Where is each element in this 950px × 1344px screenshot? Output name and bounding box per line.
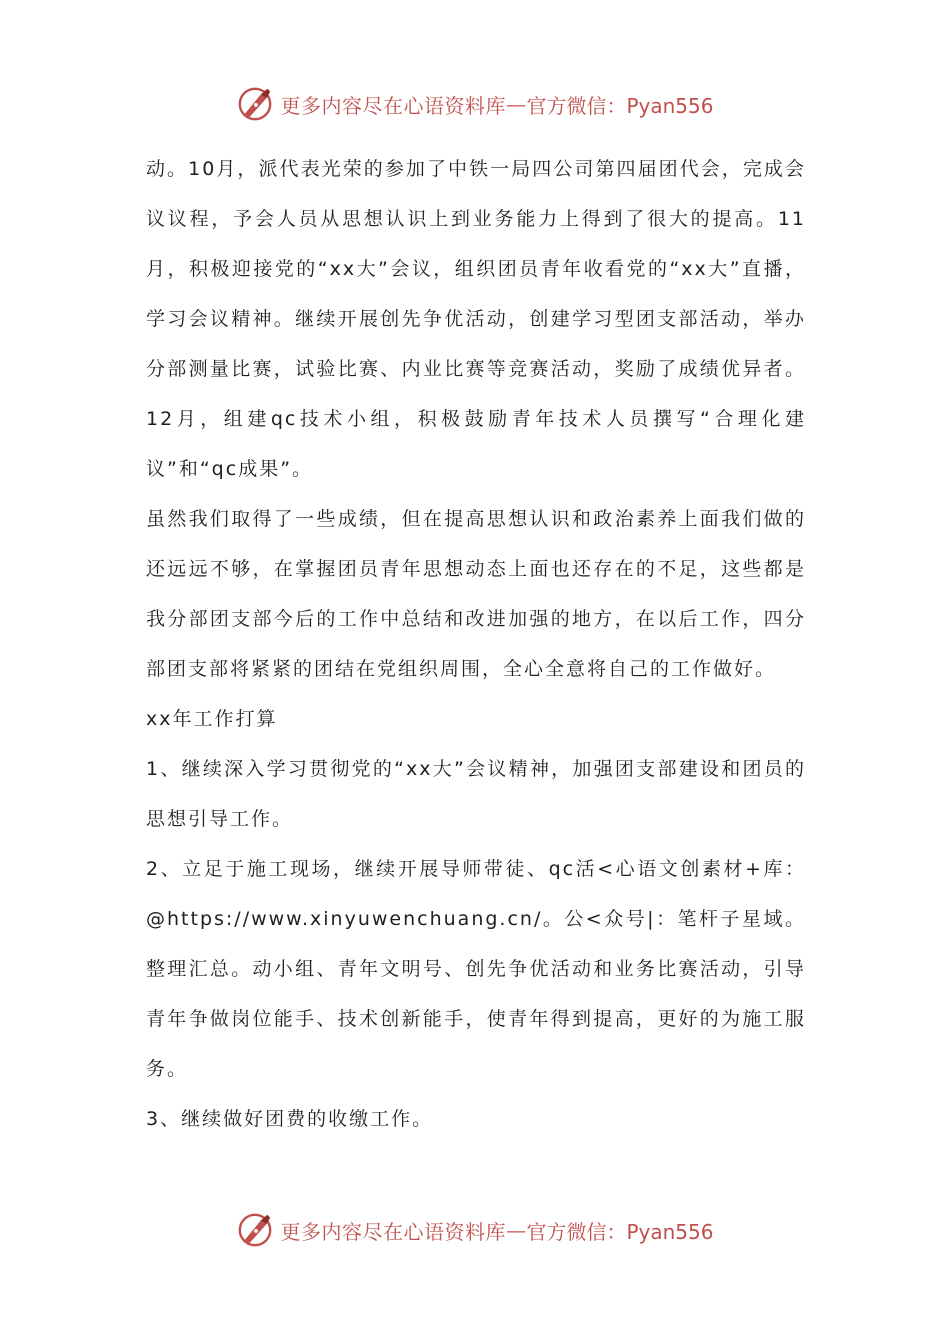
- header-banner: [0, 84, 950, 124]
- footer-banner: [0, 1210, 950, 1250]
- section-heading: xx年工作打算: [146, 708, 278, 730]
- list-item-3: 3、继续做好团费的收缴工作。: [146, 1108, 434, 1130]
- banner-wechat: 官方微信：Pyan556: [526, 93, 714, 118]
- list-item-2: 2、立足于施工现场，继续开展导师带徒、qc活<心语文创素材+库：@https://www.xinyuwenchuang.cn/。公<众号|：笔杆子星域。整理汇总。动小组、青年文明号、创先争优活动和业务比赛活动，引导青年争做岗位能手、技术创新能手，使青年得到提高，更好的为施工服务。: [146, 858, 806, 1080]
- banner-dash: —: [505, 1218, 527, 1242]
- document-body: [146, 144, 806, 1144]
- banner-slogan: 更多内容尽在心语资料库: [280, 93, 506, 118]
- paragraph-2: 虽然我们取得了一些成绩，但在提高思想认识和政治素养上面我们做的还远远不够，在掌握团员青年思想动态上面也还存在的不足，这些都是我分部团支部今后的工作中总结和改进加强的地方，在以后工作，四分部团支部将紧紧的团结在党组织周围，全心全意将自己的工作做好。: [146, 508, 806, 680]
- pen-nib-logo-icon: [236, 1211, 274, 1249]
- banner-dash: —: [505, 92, 527, 116]
- banner-slogan: 更多内容尽在心语资料库: [280, 1219, 506, 1244]
- list-item-1: 1、继续深入学习贯彻党的“xx大”会议精神，加强团支部建设和团员的思想引导工作。: [146, 758, 806, 830]
- paragraph-1: 动。10月，派代表光荣的参加了中铁一局四公司第四届团代会，完成会议议程，予会人员从思想认识上到业务能力上得到了很大的提高。11月，积极迎接党的“xx大”会议，组织团员青年收看党的“xx大”直播，学习会议精神。继续开展创先争优活动，创建学习型团支部活动，举办分部测量比赛，试验比赛、内业比赛等竞赛活动，奖励了成绩优异者。12月，组建qc技术小组，积极鼓励青年技术人员撰写“合理化建议”和“qc成果”。: [146, 158, 806, 480]
- pen-nib-logo-icon: [236, 85, 274, 123]
- banner-wechat: 官方微信：Pyan556: [526, 1219, 714, 1244]
